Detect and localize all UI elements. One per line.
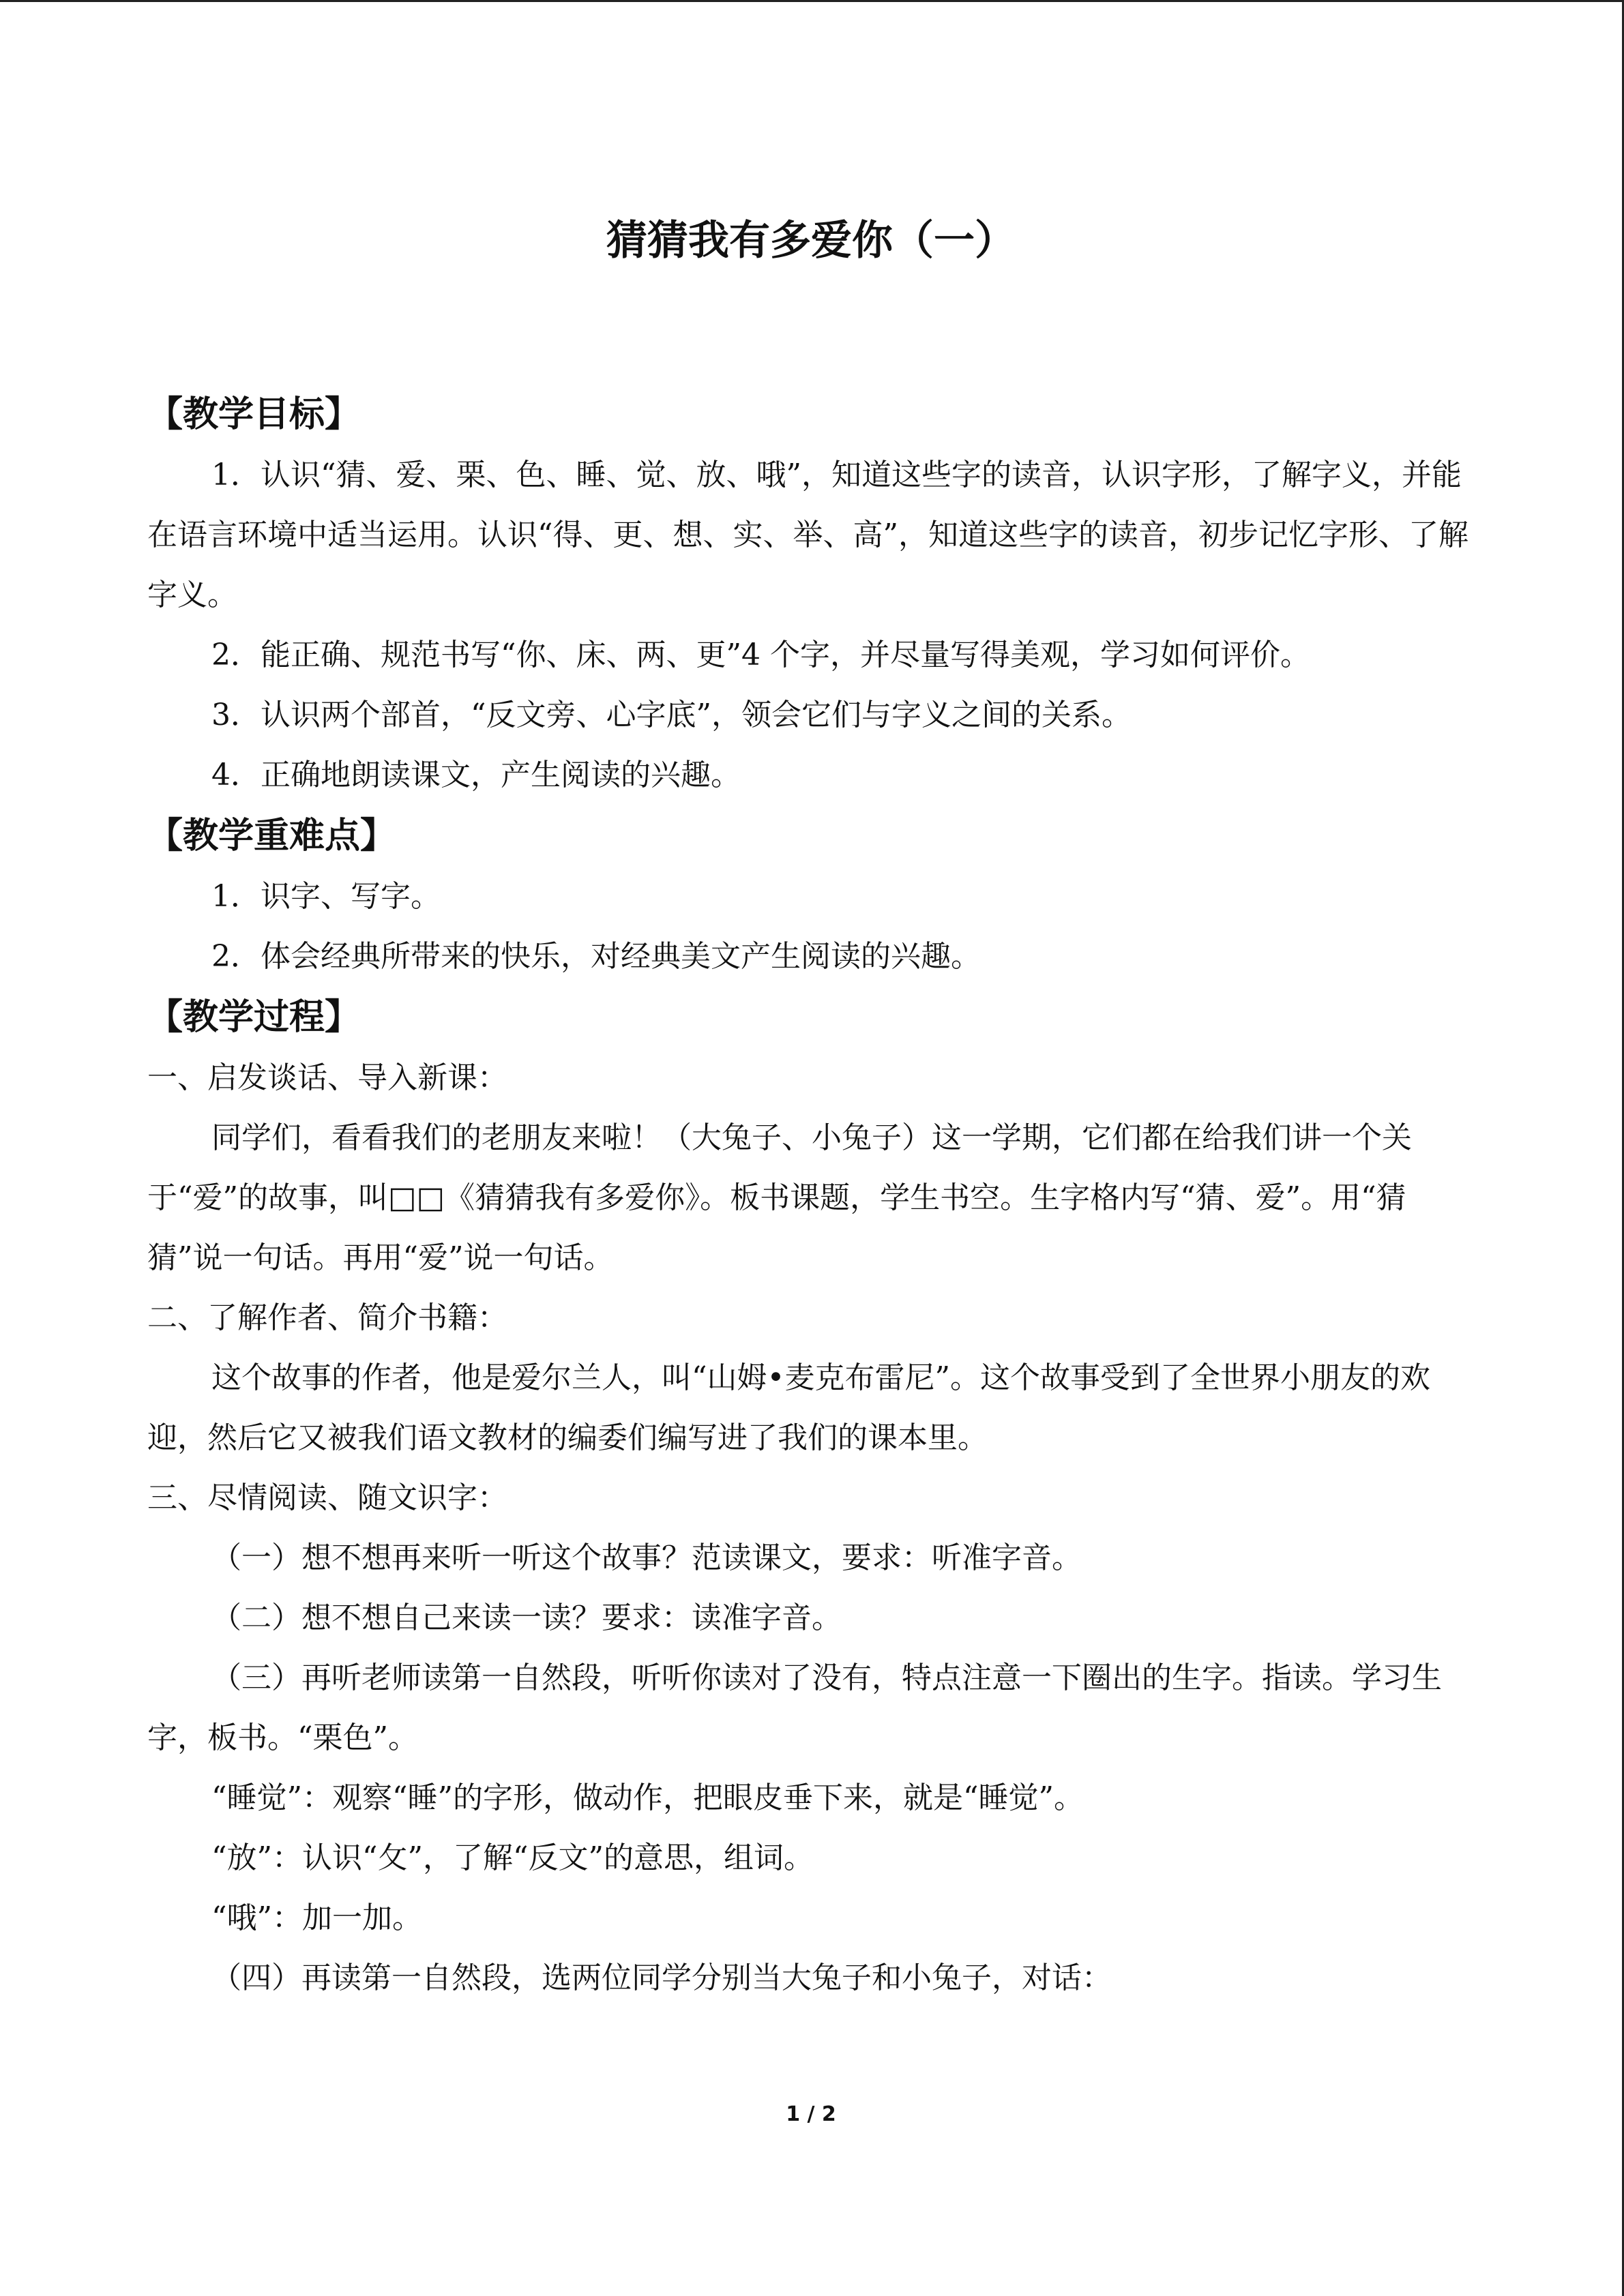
process-substep: （四）再读第一自然段，选两位同学分别当大兔子和小兔子，对话： bbox=[211, 1960, 1112, 1995]
section-heading-process: 【教学过程】 bbox=[147, 997, 361, 1038]
document-body bbox=[147, 384, 1474, 2008]
process-substep: （二）想不想自己来读一读？要求：读准字音。 bbox=[211, 1600, 842, 1635]
goal-item: 3．认识两个部首，“反文旁、心字底”，领会它们与字义之间的关系。 bbox=[211, 698, 1132, 732]
section-heading-goals: 【教学目标】 bbox=[147, 394, 361, 435]
process-paragraph: 这个故事的作者，他是爱尔兰人，叫“山姆•麦克布雷尼”。这个故事受到了全世界小朋友的欢迎，然后它又被我们语文教材的编委们编写进了我们的课本里。 bbox=[147, 1360, 1430, 1455]
goal-item: 1．认识“猜、爱、栗、色、睡、觉、放、哦”，知道这些字的读音，认识字形，了解字义，并能在语言环境中适当运用。认识“得、更、想、实、举、高”，知道这些字的读音，初步记忆字形、了解字义。 bbox=[147, 458, 1468, 612]
process-note: “哦”：加一加。 bbox=[211, 1900, 422, 1935]
process-note: “放”：认识“攵”，了解“反文”的意思，组词。 bbox=[211, 1840, 814, 1875]
document-title: 猜猜我有多爱你（一） bbox=[606, 217, 1016, 265]
section-heading-key-points: 【教学重难点】 bbox=[147, 816, 396, 856]
process-step-heading: 一、启发谈话、导入新课： bbox=[147, 1060, 507, 1095]
process-paragraph: 同学们，看看我们的老朋友来啦！（大兔子、小兔子）这一学期，它们都在给我们讲一个关于“爱”的故事，叫□□《猜猜我有多爱你》。板书课题，学生书空。生字格内写“猜、爱”。用“猜猜”说一句话。再用“爱”说一句话。 bbox=[147, 1120, 1412, 1275]
goal-item: 4．正确地朗读课文，产生阅读的兴趣。 bbox=[211, 758, 741, 792]
key-point-item: 2．体会经典所带来的快乐，对经典美文产生阅读的兴趣。 bbox=[211, 939, 981, 974]
goal-item: 2．能正确、规范书写“你、床、两、更”4 个字，并尽量写得美观，学习如何评价。 bbox=[211, 638, 1310, 672]
process-step-heading: 三、尽情阅读、随文识字： bbox=[147, 1480, 507, 1515]
page-number: 1 / 2 bbox=[786, 2102, 836, 2126]
process-step-heading: 二、了解作者、简介书籍： bbox=[147, 1300, 507, 1335]
process-note: “睡觉”：观察“睡”的字形，做动作，把眼皮垂下来，就是“睡觉”。 bbox=[211, 1780, 1084, 1815]
process-substep: （三）再听老师读第一自然段，听听你读对了没有，特点注意一下圈出的生字。指读。学习生字，板书。“栗色”。 bbox=[147, 1660, 1442, 1755]
process-substep: （一）想不想再来听一听这个故事？范读课文，要求：听准字音。 bbox=[211, 1540, 1082, 1575]
key-point-item: 1．识字、写字。 bbox=[211, 879, 441, 914]
